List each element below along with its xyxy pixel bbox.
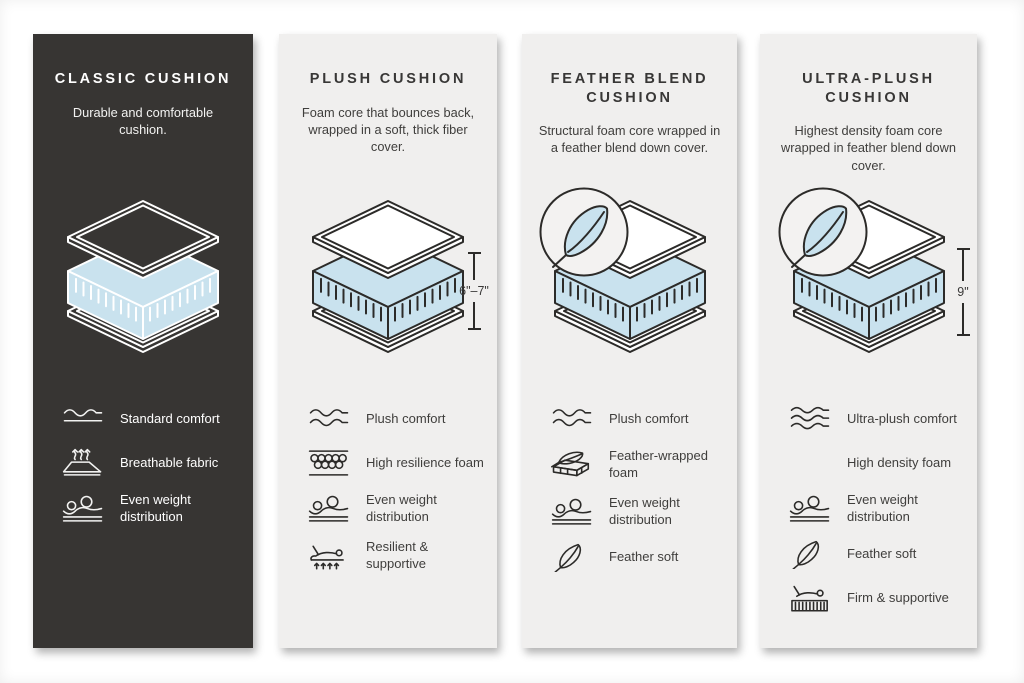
feature-label: Breathable fabric — [120, 454, 219, 470]
cushion-illustration — [61, 199, 225, 357]
even-weight-icon — [548, 497, 596, 527]
feature-row — [786, 492, 969, 525]
dimension-label: 6"–7" — [459, 284, 489, 298]
resilient-icon — [305, 541, 353, 571]
dimension-line — [962, 303, 964, 334]
features-list — [59, 404, 245, 539]
feature-label: Feather soft — [847, 545, 917, 561]
feature-row — [59, 448, 245, 478]
feature-row — [305, 404, 489, 434]
feather-icon — [548, 542, 596, 572]
ultra-plush-cushion-card — [760, 34, 977, 648]
feature-row — [786, 404, 969, 434]
feature-label: Even weight distribution — [366, 492, 437, 524]
features-list — [786, 404, 969, 627]
feature-row — [305, 539, 489, 572]
firm-icon — [786, 583, 834, 613]
card-description: Foam core that bounces back, wrapped in a soft, thick fiber cover. — [301, 104, 475, 155]
dimension-cap-bottom — [468, 328, 481, 330]
dimension-line — [473, 254, 475, 280]
dimension-line — [962, 250, 964, 281]
feature-label: Plush comfort — [366, 410, 446, 426]
card-title: ULTRA-PLUSH CUSHION — [802, 71, 935, 106]
card-title: CLASSIC CUSHION — [54, 71, 232, 87]
honeycomb-icon — [305, 448, 353, 478]
plush-cushion-card — [279, 34, 497, 648]
feature-label: Even weight distribution — [847, 492, 918, 524]
classic-cushion-card — [33, 34, 253, 648]
feature-label: Feather soft — [609, 548, 679, 564]
feature-label: Standard comfort — [120, 410, 220, 426]
feather-icon — [786, 539, 834, 569]
feature-label: Even weight distribution — [609, 495, 680, 527]
dimension-cap-bottom — [957, 334, 970, 336]
even-weight-icon — [59, 494, 107, 524]
height-dimension — [459, 252, 489, 330]
feature-label: Even weight distribution — [120, 492, 191, 524]
cushion-illustration — [787, 199, 951, 357]
breathable-icon — [59, 448, 107, 478]
feature-label: Ultra-plush comfort — [847, 410, 957, 426]
feature-label: Feather-wrapped foam — [609, 448, 708, 480]
feature-row — [305, 448, 489, 478]
card-description: Durable and comfortable cushion. — [72, 104, 214, 137]
features-list — [548, 404, 729, 586]
feature-row — [59, 492, 245, 525]
feather-wrap-icon — [548, 450, 596, 480]
dimension-label: 9" — [957, 285, 969, 299]
feature-label: Plush comfort — [609, 410, 689, 426]
feature-label: Firm & supportive — [847, 589, 949, 605]
feature-row — [786, 583, 969, 613]
feature-row — [786, 448, 969, 478]
cushion-illustration — [306, 199, 470, 357]
feather-badge-icon — [775, 185, 871, 281]
feather-blend-cushion-card — [522, 34, 737, 648]
wave-triple-icon — [786, 404, 834, 434]
features-list — [305, 404, 489, 586]
feature-row — [548, 542, 729, 572]
feature-label: High density foam — [847, 454, 952, 470]
layered-cushion-icon — [306, 199, 470, 357]
card-description: Highest density foam core wrapped in feather blend down cover. — [780, 123, 956, 173]
feature-row — [59, 404, 245, 434]
wave-single-icon — [59, 404, 107, 434]
dimension-line — [473, 302, 475, 328]
card-title: FEATHER BLEND CUSHION — [550, 71, 709, 106]
wave-double-icon — [305, 404, 353, 434]
feature-row — [786, 539, 969, 569]
feature-row — [548, 495, 729, 528]
card-description: Structural foam core wrapped in a feather blend down cover. — [538, 123, 721, 156]
feature-row — [548, 404, 729, 434]
feature-row — [548, 448, 729, 481]
cushion-illustration — [548, 199, 712, 357]
feature-label: High resilience foam — [366, 454, 484, 470]
wave-double-icon — [548, 404, 596, 434]
layered-cushion-icon — [61, 199, 225, 357]
feather-badge-icon — [536, 185, 632, 281]
even-weight-icon — [305, 494, 353, 524]
feature-row — [305, 492, 489, 525]
feature-label: Resilient & supportive — [366, 539, 429, 571]
height-dimension — [956, 248, 970, 336]
even-weight-icon — [786, 494, 834, 524]
card-title: PLUSH CUSHION — [309, 71, 467, 87]
